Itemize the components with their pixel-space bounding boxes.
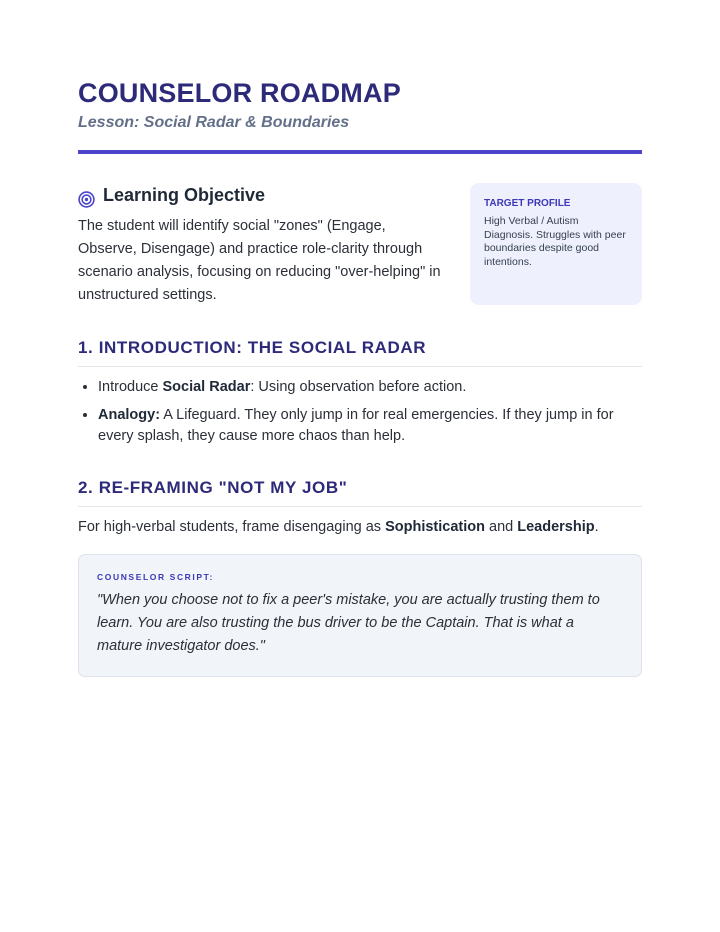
target-profile-card xyxy=(470,183,642,305)
target-icon xyxy=(78,187,95,204)
intro-bold-leadership: Leadership xyxy=(517,519,595,535)
counselor-script-box xyxy=(78,554,642,677)
objective-title: Learning Objective xyxy=(103,185,266,205)
list-item xyxy=(98,405,642,447)
bullet-prefix: Introduce xyxy=(98,379,163,395)
intro-mid: and xyxy=(485,519,518,535)
lesson-subtitle: Lesson: Social Radar & Boundaries xyxy=(78,114,350,131)
objective-heading xyxy=(78,183,448,207)
profile-text: High Verbal / Autism Diagnosis. Struggles with peer boundaries despite good intentions. xyxy=(484,215,626,268)
objective-text: The student will identify social "zones" (Engage, Observe, Disengage) and practice role-clarity through scenario analysis, focusing on reducing "over-helping" in unstructured settings. xyxy=(78,218,441,303)
title-divider xyxy=(78,150,642,154)
profile-label: TARGET PROFILE xyxy=(484,198,571,209)
intro-end: . xyxy=(594,519,599,535)
bullet-bold-term: Social Radar xyxy=(162,379,251,395)
script-quote: "When you choose not to fix a peer's mistake, you are actually trusting them to learn. You are also trusting the bus driver to be the Captain. That is what a mature investigator does." xyxy=(97,592,600,654)
objective-section xyxy=(78,183,642,307)
bullet-text: : Using observation before action. xyxy=(250,379,467,395)
list-item xyxy=(98,377,642,398)
intro-bold-sophistication: Sophistication xyxy=(385,519,485,535)
section-heading-introduction: 1. INTRODUCTION: THE SOCIAL RADAR xyxy=(78,337,642,367)
reframing-intro xyxy=(78,517,642,538)
page-title: COUNSELOR ROADMAP xyxy=(78,78,401,108)
intro-prefix: For high-verbal students, frame disengaging as xyxy=(78,519,386,535)
objective-column xyxy=(78,183,448,307)
document-page xyxy=(78,76,642,677)
introduction-list xyxy=(78,377,642,447)
bullet-bold-term: Analogy: xyxy=(98,407,161,423)
script-label: COUNSELOR SCRIPT: xyxy=(97,572,214,582)
bullet-text: A Lifeguard. They only jump in for real emergencies. If they jump in for every splash, they cause more chaos than help. xyxy=(98,407,614,444)
section-heading-reframing: 2. RE-FRAMING "NOT MY JOB" xyxy=(78,477,642,507)
